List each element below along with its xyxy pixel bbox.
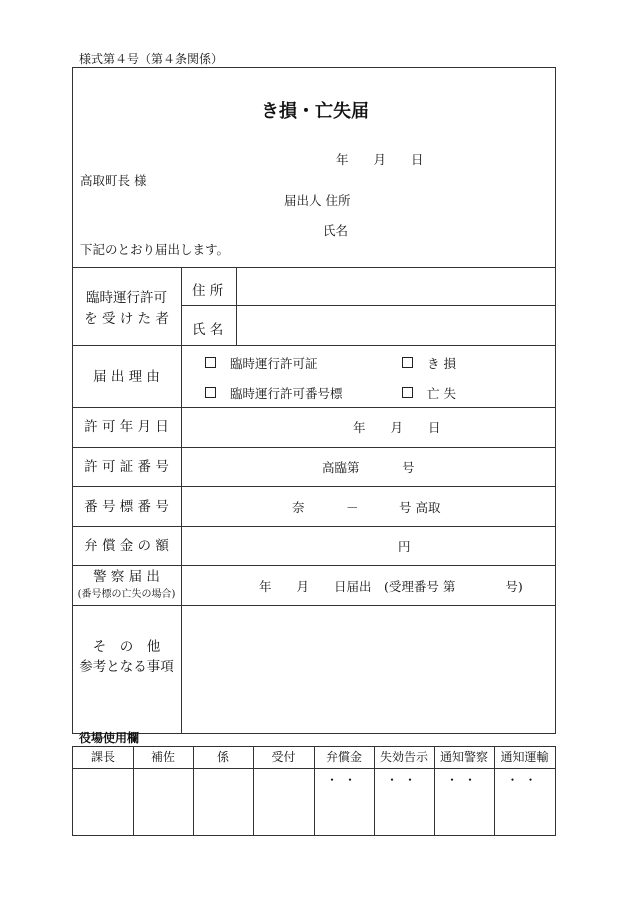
permit-number-label: 許 可 証 番 号	[84, 459, 169, 475]
office-date-dots: ・・	[506, 773, 543, 787]
reason-option-damage[interactable]	[402, 354, 456, 372]
compensation-unit: 円	[398, 539, 411, 554]
recipient-address-label: 住 所	[192, 283, 224, 299]
permit-date-value[interactable]: 年 月 日	[353, 420, 441, 435]
plate-number-part2: －	[346, 500, 359, 515]
plate-number-part3: 号 高取	[399, 500, 441, 515]
row-divider	[73, 447, 556, 448]
other-notes-field[interactable]	[182, 606, 555, 733]
applicant-address-label: 届出人 住所	[284, 193, 351, 208]
office-header-compensation: 弁償金	[325, 750, 362, 764]
form-number: 様式第４号（第４条関係）	[79, 52, 224, 66]
checkbox-icon[interactable]	[205, 357, 216, 368]
other-label-2: 参考となる事項	[79, 659, 174, 675]
permit-number-prefix: 高臨第	[322, 460, 360, 475]
plate-number-part1: 奈	[292, 500, 305, 515]
office-date-dots: ・・	[325, 773, 362, 787]
recipient-label-1: 臨時運行許可	[86, 290, 167, 306]
office-header-reception: 受付	[271, 750, 296, 764]
reason-option-loss[interactable]	[402, 384, 456, 402]
row-divider	[73, 407, 556, 408]
row-divider	[73, 345, 556, 346]
reason-option-label: き 損	[427, 356, 456, 371]
office-header-transport-notice: 通知運輸	[500, 750, 549, 764]
applicant-name-label: 氏名	[323, 223, 349, 238]
compensation-label: 弁 償 金 の 額	[84, 538, 169, 554]
reason-option-permit-card[interactable]	[205, 354, 318, 372]
row-divider	[73, 526, 556, 527]
police-label-note: (番号標の亡失の場合)	[77, 589, 176, 600]
office-use-table	[72, 746, 556, 836]
recipient-name-field[interactable]	[237, 306, 555, 345]
intro-text: 下記のとおり届出します。	[80, 242, 230, 257]
office-use-title: 役場使用欄	[79, 731, 140, 745]
office-date-dots: ・・	[385, 773, 422, 787]
row-divider	[73, 486, 556, 487]
office-header-chief: 課長	[90, 750, 115, 764]
office-header-revocation: 失効告示	[379, 750, 428, 764]
office-date-dots: ・・	[445, 773, 482, 787]
permit-number-suffix: 号	[402, 460, 415, 475]
checkbox-icon[interactable]	[205, 387, 216, 398]
police-report-value[interactable]: 年 月 日届出 (受理番号 第 号)	[259, 579, 523, 594]
other-label-1: そ の 他	[92, 639, 161, 655]
reason-option-plate[interactable]	[205, 384, 343, 402]
permit-date-label: 許 可 年 月 日	[84, 419, 169, 435]
checkbox-icon[interactable]	[402, 387, 413, 398]
office-header-police-notice: 通知警察	[439, 750, 488, 764]
plate-number-label: 番 号 標 番 号	[84, 499, 169, 515]
reason-label: 届 出 理 由	[93, 369, 160, 385]
recipient-address-field[interactable]	[237, 268, 555, 305]
reason-option-label: 亡 失	[427, 386, 456, 401]
reason-option-label: 臨時運行許可証	[230, 356, 318, 371]
form-title: き損・亡失届	[261, 101, 369, 122]
date-line: 年 月 日	[336, 152, 424, 167]
checkbox-icon[interactable]	[402, 357, 413, 368]
reason-option-label: 臨時運行許可番号標	[230, 386, 343, 401]
recipient-label-2: を 受 け た 者	[84, 311, 169, 327]
office-header-staff: 係	[216, 750, 229, 764]
recipient-name-label: 氏 名	[192, 322, 224, 338]
addressee: 高取町長 様	[80, 173, 147, 188]
police-label: 警 察 届 出	[93, 569, 160, 585]
office-header-assistant: 補佐	[150, 750, 175, 764]
